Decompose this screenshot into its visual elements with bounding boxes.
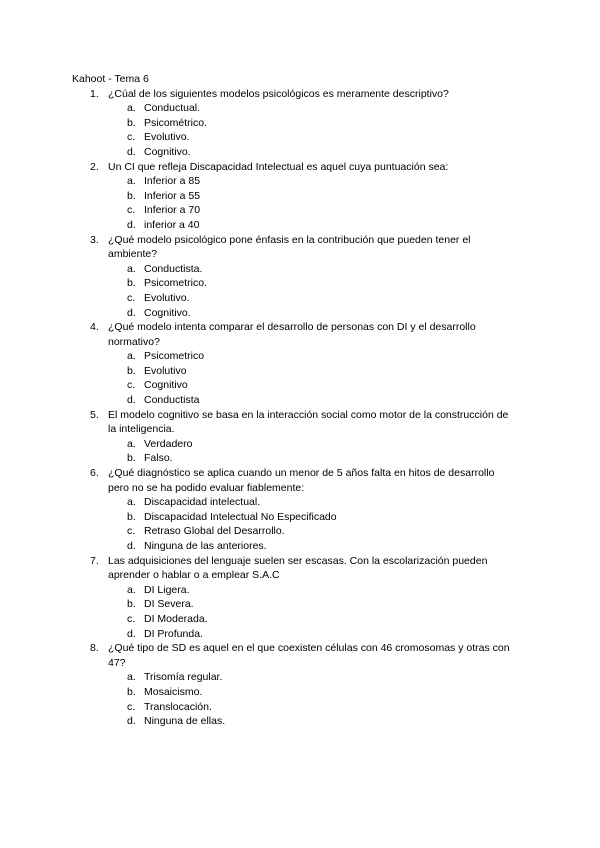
answer-option bbox=[0, 306, 600, 321]
answer-option bbox=[0, 685, 600, 700]
option-letter: d. bbox=[127, 715, 136, 728]
question-text: El modelo cognitivo se basa en la interacción social como motor de la construcción de la inteligencia. bbox=[108, 408, 509, 436]
option-letter: c. bbox=[127, 131, 136, 144]
question-text: Las adquisiciones del lenguaje suelen ser escasas. Con la escolarización pueden aprender o hablar o a emplear S.A.C bbox=[108, 554, 488, 582]
answer-option bbox=[0, 145, 600, 160]
question-text: ¿Qué modelo intenta comparar el desarrollo de personas con DI y el desarrollo normativo? bbox=[108, 321, 476, 348]
answer-option bbox=[0, 174, 600, 189]
option-letter: c. bbox=[127, 700, 136, 713]
answer-option bbox=[0, 378, 600, 393]
option-text: Conductista. bbox=[144, 262, 203, 275]
option-text: Falso. bbox=[144, 452, 173, 465]
option-text: Conductual. bbox=[144, 102, 201, 115]
option-text: DI Profunda. bbox=[144, 627, 203, 640]
answer-option bbox=[0, 437, 600, 452]
option-text: Translocación. bbox=[144, 700, 212, 713]
option-text: Discapacidad Intelectual No Especificado bbox=[144, 510, 337, 523]
option-letter: b. bbox=[127, 510, 136, 523]
option-letter: b. bbox=[127, 685, 136, 698]
option-text: DI Moderada. bbox=[144, 612, 208, 625]
option-text: Trisomía regular. bbox=[144, 671, 223, 684]
question-number: 3. bbox=[90, 233, 99, 246]
answer-option bbox=[0, 189, 600, 204]
option-text: DI Ligera. bbox=[144, 583, 190, 596]
option-text: Inferior a 55 bbox=[144, 189, 201, 202]
option-text: Ninguna de las anteriores. bbox=[144, 540, 267, 552]
option-letter: c. bbox=[127, 525, 136, 538]
answer-option bbox=[0, 276, 600, 291]
option-letter: d. bbox=[127, 627, 136, 640]
answer-option bbox=[0, 597, 600, 612]
option-letter: b. bbox=[127, 189, 136, 202]
option-text: Cognitivo bbox=[144, 379, 188, 392]
answer-option bbox=[0, 670, 600, 685]
option-text: Psicometrico bbox=[144, 350, 205, 363]
option-letter: a. bbox=[127, 437, 136, 450]
answer-option bbox=[0, 116, 600, 131]
answer-option bbox=[0, 291, 600, 306]
question-item bbox=[0, 466, 600, 554]
answer-option bbox=[0, 539, 600, 554]
question-number: 7. bbox=[90, 554, 99, 567]
option-letter: a. bbox=[127, 102, 136, 115]
question-number: 6. bbox=[90, 467, 99, 480]
option-letter: b. bbox=[127, 116, 136, 129]
option-letter: d. bbox=[127, 145, 136, 158]
option-text: Retraso Global del Desarrollo. bbox=[144, 525, 285, 538]
answer-option bbox=[0, 203, 600, 218]
option-letter: b. bbox=[127, 598, 136, 611]
question-item bbox=[0, 408, 600, 466]
option-letter: c. bbox=[127, 612, 136, 625]
question-item bbox=[0, 233, 600, 321]
option-letter: a. bbox=[127, 350, 136, 363]
question-text: ¿Qué tipo de SD es aquel en el que coexisten células con 46 cromosomas y otras con 47? bbox=[108, 642, 510, 669]
answer-option bbox=[0, 495, 600, 510]
option-letter: d. bbox=[127, 306, 136, 319]
answer-option bbox=[0, 130, 600, 145]
option-letter: b. bbox=[127, 452, 136, 465]
option-letter: a. bbox=[127, 175, 136, 188]
option-text: Discapacidad intelectual. bbox=[144, 496, 261, 509]
option-text: Cognitivo. bbox=[144, 145, 191, 158]
option-text: inferior a 40 bbox=[144, 218, 200, 231]
question-number: 4. bbox=[90, 321, 99, 334]
option-text: Evolutivo. bbox=[144, 131, 190, 144]
question-item bbox=[0, 160, 600, 233]
option-letter: a. bbox=[127, 262, 136, 275]
question-text: ¿Qué modelo psicológico pone énfasis en la contribución que pueden tener el ambiente? bbox=[108, 233, 471, 261]
option-letter: c. bbox=[127, 379, 136, 392]
answer-option bbox=[0, 349, 600, 364]
document-title: Kahoot - Tema 6 bbox=[72, 73, 149, 85]
option-text: Inferior a 70 bbox=[144, 204, 201, 217]
answer-option bbox=[0, 612, 600, 627]
option-text: Evolutivo bbox=[144, 364, 187, 377]
question-item bbox=[0, 320, 600, 408]
option-letter: b. bbox=[127, 277, 136, 290]
answer-option bbox=[0, 451, 600, 466]
question-list bbox=[0, 87, 600, 729]
option-letter: d. bbox=[127, 394, 136, 407]
option-text: Verdadero bbox=[144, 437, 193, 450]
option-letter: b. bbox=[127, 364, 136, 377]
option-text: Ninguna de ellas. bbox=[144, 715, 226, 728]
option-letter: c. bbox=[127, 204, 136, 217]
answer-option bbox=[0, 700, 600, 715]
answer-option bbox=[0, 393, 600, 408]
option-text: Conductista bbox=[144, 394, 200, 407]
question-number: 2. bbox=[90, 160, 99, 173]
question-text: ¿Cúal de los siguientes modelos psicológicos es meramente descriptivo? bbox=[108, 87, 449, 100]
answer-option bbox=[0, 583, 600, 598]
question-item bbox=[0, 641, 600, 729]
option-text: Cognitivo. bbox=[144, 306, 191, 319]
question-number: 8. bbox=[90, 642, 99, 655]
option-letter: a. bbox=[127, 496, 136, 509]
option-letter: a. bbox=[127, 671, 136, 684]
option-text: Evolutivo. bbox=[144, 291, 190, 304]
answer-option bbox=[0, 364, 600, 379]
option-letter: c. bbox=[127, 291, 136, 304]
option-letter: a. bbox=[127, 583, 136, 596]
option-text: Psicométrico. bbox=[144, 116, 208, 129]
answer-option bbox=[0, 714, 600, 729]
question-number: 1. bbox=[90, 87, 99, 100]
option-text: Inferior a 85 bbox=[144, 175, 201, 188]
option-text: DI Severa. bbox=[144, 598, 194, 611]
question-item bbox=[0, 87, 600, 160]
option-text: Psicometrico. bbox=[144, 277, 208, 290]
option-text: Mosaicismo. bbox=[144, 685, 203, 698]
question-number: 5. bbox=[90, 408, 99, 421]
answer-option bbox=[0, 262, 600, 277]
question-text: Un CI que refleja Discapacidad Intelectual es aquel cuya puntuación sea: bbox=[108, 160, 449, 173]
question-item bbox=[0, 554, 600, 642]
answer-option bbox=[0, 524, 600, 539]
option-letter: d. bbox=[127, 218, 136, 231]
answer-option bbox=[0, 101, 600, 116]
answer-option bbox=[0, 510, 600, 525]
question-text: ¿Qué diagnóstico se aplica cuando un menor de 5 años falta en hitos de desarrollo pero no se ha podido evaluar fiablemente: bbox=[108, 467, 495, 494]
answer-option bbox=[0, 218, 600, 233]
option-letter: d. bbox=[127, 540, 136, 552]
answer-option bbox=[0, 627, 600, 642]
